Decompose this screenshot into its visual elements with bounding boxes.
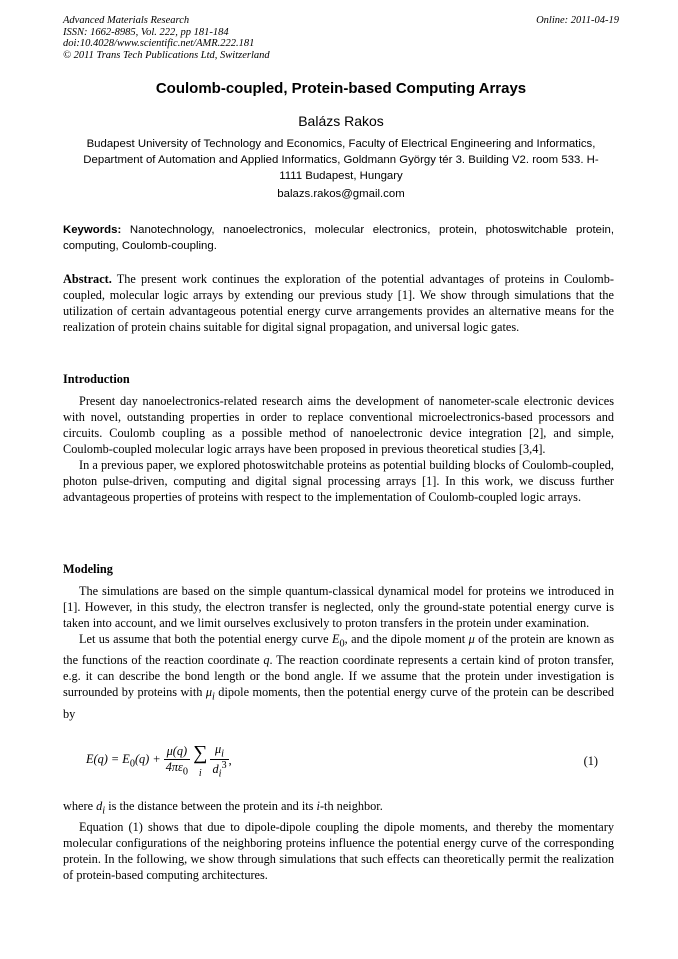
text-run: . The reaction coordinate represents a certain kind of proton transfer, e.g. it can describe the bond length or the bond angle. If we assume that the protein under investigation is surrounded by proteins with [63,653,614,700]
eq-numerator: μ(q) [166,744,188,759]
symbol-mu: μ [468,632,475,646]
eq-sub: 0 [129,758,135,770]
eq-comma: , [228,753,232,768]
eq-sup: 3 [221,760,227,772]
eq-mid: (q) + [134,752,161,767]
text-run: where [63,799,97,813]
eq-lhs: E(q) = E [86,752,130,767]
keywords [63,222,614,254]
modeling-heading: Modeling [63,562,113,576]
symbol-i: i [316,799,320,813]
introduction-paragraph-2: In a previous paper, we explored photoswitchable proteins as potential building blocks of Coulomb-coupled, photon pulse-driven, computing and digital signal processing arrays [1]. In this work, we discuss further advantageous properties of proteins with respect to the implementation of Coulomb-coupled logic arrays. [63,458,614,504]
eq-fraction-1 [164,744,190,777]
subscript: i [102,805,106,817]
keywords-text: Nanotechnology, nanoelectronics, molecular electronics, protein, photoswitchable protein, computing, Coulomb-coupling. [63,224,614,252]
introduction-heading: Introduction [63,372,130,386]
modeling-paragraph-1: The simulations are based on the simple quantum-classical dynamical model for proteins we introduced in [1]. However, in this study, the electron transfer is neglected, only the ground-state potential energy curve is taken into account, and we limit ourselves exclusively to proton transfers in the protein under examination. [63,584,614,630]
modeling-paragraph-3 [63,798,614,819]
symbol-mu-i: μ [205,685,213,700]
journal-name: Advanced Materials Research [63,15,190,26]
author-affiliation: Budapest University of Technology and Economics, Faculty of Electrical Engineering and Informatics, Department of Automation and Applied Informatics, Goldmann György tér 3. Building V2. room 533. H-1111 Budapest, Hungary [83,138,599,182]
subscript: 0 [339,638,345,650]
modeling-paragraph-4: Equation (1) shows that due to dipole-dipole coupling the dipole moments, and thereby the momentary molecular configurations of the neighboring proteins influence the potential energy curve of the corresponding protein. In the following, we show through simulations that such effects can theoretically permit the realization of protein-based computing architectures. [63,820,614,883]
sum-symbol: ∑ [193,742,208,764]
abstract-label: Abstract. [63,272,112,286]
keywords-label: Keywords: [63,224,122,236]
journal-issn: ISSN: 1662-8985, Vol. 222, pp 181-184 [63,26,229,38]
text-run: -th neighbor. [319,799,383,813]
modeling-paragraph-2 [63,631,614,722]
symbol-q: q [263,653,270,668]
modeling-body [63,583,614,722]
text-run: of the protein are known as the functions of the reaction coordinate [63,632,614,668]
online-date: Online: 2011-04-19 [536,15,619,26]
eq-sub: 0 [182,766,189,778]
author-email: balazs.rakos@gmail.com [277,188,405,200]
equation-number: (1) [583,754,598,768]
text-run: is the distance between the protein and its [105,799,317,813]
eq-numerator: μ [214,742,222,756]
eq-sub: i [198,768,202,779]
introduction-body [63,393,614,505]
introduction-paragraph-1: Present day nanoelectronics-related research aims the development of nanometer-scale electronic devices with novel, outstanding properties in order to replace conventional microelectronics-based processors and circuits. Coulomb coupling as a possible method of nanoelectronic device integration [2], and simple, Coulomb-coupled molecular logic arrays have been proposed in previous theoretical studies [3,4]. [63,394,614,456]
journal-header [63,15,619,61]
symbol-E: E [332,632,340,646]
equation-1 [86,742,606,782]
symbol-d: d [96,799,103,813]
text-run: dipole moments, then the potential energy curve of the protein can be described by [63,685,614,721]
paper-title: Coulomb-coupled, Protein-based Computing Arrays [155,80,527,97]
abstract-text: The present work continues the exploration of the potential advantages of proteins in Coulomb-coupled, molecular logic arrays by extending our previous study [1]. We show through simulations that the utilization of certain advantageous potential energy curve arrangements provides an alternative means for the realization of protein chains suitable for digital signal propagation, and universal logic gates. [63,272,614,334]
eq-denominator: d [212,762,219,777]
abstract [63,271,614,335]
eq-sub: i [218,769,222,780]
author-name: Balázs Rakos [298,113,384,129]
eq-denominator: 4πε [165,760,183,775]
text-run: , and the dipole moment [344,632,469,646]
eq-fraction-2 [210,742,228,780]
eq-summation [193,742,207,780]
text-run: Let us assume that both the potential energy curve [79,632,333,646]
journal-doi: doi:10.4028/www.scientific.net/AMR.222.181 [63,38,255,50]
journal-copyright: © 2011 Trans Tech Publications Ltd, Switzerland [63,49,270,61]
subscript: i [212,691,215,703]
modeling-body-continued [63,798,614,883]
eq-sub: i [221,748,225,760]
